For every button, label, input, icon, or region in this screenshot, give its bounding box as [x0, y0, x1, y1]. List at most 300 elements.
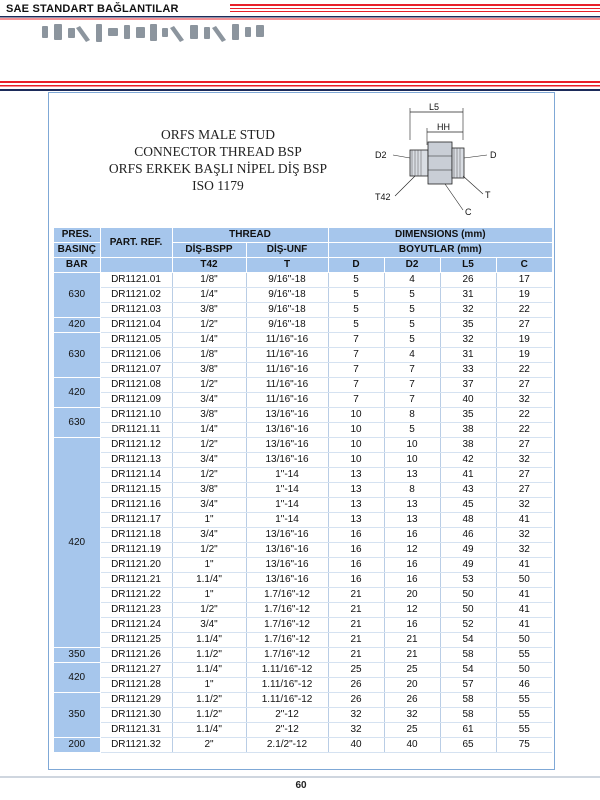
d2-cell: 25 — [384, 723, 440, 738]
table-row — [54, 558, 552, 573]
part-ref-cell: DR1121.08 — [100, 378, 172, 393]
table-row — [54, 348, 552, 363]
d2-cell: 5 — [384, 303, 440, 318]
l5-cell: 58 — [440, 708, 496, 723]
table-row — [54, 333, 552, 348]
c-cell: 32 — [496, 393, 552, 408]
d2-cell: 16 — [384, 528, 440, 543]
d-cell: 7 — [328, 393, 384, 408]
d2-cell: 32 — [384, 708, 440, 723]
d-cell: 40 — [328, 738, 384, 753]
l5-cell: 45 — [440, 498, 496, 513]
bspp-cell: 1/4" — [172, 288, 246, 303]
d2-cell: 20 — [384, 678, 440, 693]
header-empty — [100, 258, 172, 273]
c-cell: 27 — [496, 468, 552, 483]
l5-cell: 42 — [440, 453, 496, 468]
title-line-1: ORFS MALE STUD — [160, 127, 276, 142]
bspp-cell: 1" — [172, 678, 246, 693]
c-cell: 22 — [496, 363, 552, 378]
part-ref-cell: DR1121.19 — [100, 543, 172, 558]
d-cell: 13 — [328, 498, 384, 513]
unf-cell: 1.7/16"-12 — [246, 603, 328, 618]
l5-cell: 35 — [440, 408, 496, 423]
unf-cell: 1"-14 — [246, 483, 328, 498]
header-t: T — [246, 258, 328, 273]
table-row — [54, 603, 552, 618]
d-cell: 10 — [328, 408, 384, 423]
c-cell: 22 — [496, 303, 552, 318]
table-row — [54, 423, 552, 438]
label-hh: HH — [437, 122, 450, 132]
l5-cell: 38 — [440, 438, 496, 453]
d2-cell: 5 — [384, 288, 440, 303]
header-boyutlar: BOYUTLAR (mm) — [328, 243, 552, 258]
part-ref-cell: DR1121.10 — [100, 408, 172, 423]
table-row — [54, 438, 552, 453]
c-cell: 17 — [496, 273, 552, 288]
d-cell: 5 — [328, 318, 384, 333]
header-d: D — [328, 258, 384, 273]
d2-cell: 13 — [384, 513, 440, 528]
d2-cell: 16 — [384, 558, 440, 573]
table-row — [54, 738, 552, 753]
d2-cell: 12 — [384, 543, 440, 558]
d2-cell: 25 — [384, 663, 440, 678]
d-cell: 21 — [328, 603, 384, 618]
l5-cell: 31 — [440, 348, 496, 363]
l5-cell: 50 — [440, 603, 496, 618]
fittings-illustration — [40, 22, 270, 48]
c-cell: 32 — [496, 528, 552, 543]
bspp-cell: 1" — [172, 588, 246, 603]
c-cell: 19 — [496, 348, 552, 363]
d-cell: 7 — [328, 363, 384, 378]
unf-cell: 1.7/16"-12 — [246, 633, 328, 648]
bspp-cell: 3/4" — [172, 498, 246, 513]
unf-cell: 13/16"-16 — [246, 423, 328, 438]
d2-cell: 10 — [384, 453, 440, 468]
header-basinc: BASINÇ — [54, 243, 100, 258]
bspp-cell: 3/8" — [172, 408, 246, 423]
unf-cell: 9/16"-18 — [246, 273, 328, 288]
part-ref-cell: DR1121.06 — [100, 348, 172, 363]
unf-cell: 1.11/16"-12 — [246, 663, 328, 678]
bspp-cell: 3/4" — [172, 453, 246, 468]
l5-cell: 54 — [440, 663, 496, 678]
section-title: SAE STANDART BAĞLANTILAR — [6, 3, 179, 15]
bspp-cell: 1/4" — [172, 333, 246, 348]
technical-drawing — [365, 100, 525, 218]
part-ref-cell: DR1121.31 — [100, 723, 172, 738]
c-cell: 27 — [496, 438, 552, 453]
c-cell: 50 — [496, 633, 552, 648]
d-cell: 5 — [328, 273, 384, 288]
table-row — [54, 663, 552, 678]
d2-cell: 13 — [384, 498, 440, 513]
d-cell: 16 — [328, 558, 384, 573]
bspp-cell: 1/2" — [172, 318, 246, 333]
d-cell: 21 — [328, 618, 384, 633]
pressure-cell: 200 — [54, 738, 100, 753]
part-ref-cell: DR1121.13 — [100, 453, 172, 468]
title-line-3: ORFS ERKEK BAŞLI NİPEL DİŞ BSP — [108, 161, 328, 176]
part-ref-cell: DR1121.32 — [100, 738, 172, 753]
specification-table — [54, 228, 552, 753]
c-cell: 55 — [496, 693, 552, 708]
unf-cell: 13/16"-16 — [246, 543, 328, 558]
part-ref-cell: DR1121.26 — [100, 648, 172, 663]
d2-cell: 7 — [384, 363, 440, 378]
c-cell: 22 — [496, 423, 552, 438]
unf-cell: 1.7/16"-12 — [246, 618, 328, 633]
l5-cell: 41 — [440, 468, 496, 483]
table-row — [54, 318, 552, 333]
part-ref-cell: DR1121.09 — [100, 393, 172, 408]
d2-cell: 5 — [384, 423, 440, 438]
c-cell: 22 — [496, 408, 552, 423]
d-cell: 7 — [328, 348, 384, 363]
unf-cell: 13/16"-16 — [246, 573, 328, 588]
c-cell: 50 — [496, 663, 552, 678]
c-cell: 19 — [496, 333, 552, 348]
title-line-2: CONNECTOR THREAD BSP — [134, 144, 302, 159]
bspp-cell: 2" — [172, 738, 246, 753]
d2-cell: 26 — [384, 693, 440, 708]
d-cell: 16 — [328, 528, 384, 543]
header-dimensions: DIMENSIONS (mm) — [328, 228, 552, 243]
c-cell: 32 — [496, 453, 552, 468]
l5-cell: 50 — [440, 588, 496, 603]
header-pres: PRES. — [54, 228, 100, 243]
c-cell: 41 — [496, 588, 552, 603]
l5-cell: 54 — [440, 633, 496, 648]
table-row — [54, 528, 552, 543]
header-dis-unf: DİŞ-UNF — [246, 243, 328, 258]
part-ref-cell: DR1121.05 — [100, 333, 172, 348]
product-title — [98, 126, 338, 194]
part-ref-cell: DR1121.29 — [100, 693, 172, 708]
d2-cell: 16 — [384, 573, 440, 588]
bspp-cell: 1.1/2" — [172, 708, 246, 723]
part-ref-cell: DR1121.11 — [100, 423, 172, 438]
part-ref-cell: DR1121.07 — [100, 363, 172, 378]
decorative-stripes-top — [230, 4, 600, 12]
bspp-cell: 1.1/4" — [172, 633, 246, 648]
d-cell: 26 — [328, 693, 384, 708]
d2-cell: 10 — [384, 438, 440, 453]
c-cell: 41 — [496, 603, 552, 618]
unf-cell: 11/16"-16 — [246, 333, 328, 348]
bspp-cell: 3/4" — [172, 618, 246, 633]
table-row — [54, 453, 552, 468]
d-cell: 13 — [328, 513, 384, 528]
unf-cell: 9/16"-18 — [246, 288, 328, 303]
table-row — [54, 273, 552, 288]
l5-cell: 49 — [440, 543, 496, 558]
l5-cell: 58 — [440, 693, 496, 708]
header-d2: D2 — [384, 258, 440, 273]
table-row — [54, 513, 552, 528]
bspp-cell: 1" — [172, 513, 246, 528]
unf-cell: 13/16"-16 — [246, 408, 328, 423]
unf-cell: 2"-12 — [246, 723, 328, 738]
bspp-cell: 1.1/2" — [172, 648, 246, 663]
part-ref-cell: DR1121.25 — [100, 633, 172, 648]
d2-cell: 8 — [384, 483, 440, 498]
bspp-cell: 1.1/2" — [172, 693, 246, 708]
d-cell: 32 — [328, 723, 384, 738]
bspp-cell: 1/2" — [172, 543, 246, 558]
label-c: C — [465, 207, 472, 217]
header-bar: BAR — [54, 258, 100, 273]
table-row — [54, 543, 552, 558]
d2-cell: 5 — [384, 333, 440, 348]
c-cell: 41 — [496, 513, 552, 528]
decorative-stripes-under-title — [0, 16, 600, 20]
decorative-stripes-mid — [0, 80, 600, 92]
l5-cell: 26 — [440, 273, 496, 288]
d-cell: 21 — [328, 648, 384, 663]
l5-cell: 43 — [440, 483, 496, 498]
d-cell: 10 — [328, 453, 384, 468]
l5-cell: 65 — [440, 738, 496, 753]
l5-cell: 37 — [440, 378, 496, 393]
unf-cell: 13/16"-16 — [246, 453, 328, 468]
part-ref-cell: DR1121.24 — [100, 618, 172, 633]
l5-cell: 40 — [440, 393, 496, 408]
c-cell: 19 — [496, 288, 552, 303]
unf-cell: 1"-14 — [246, 513, 328, 528]
c-cell: 27 — [496, 483, 552, 498]
header-thread: THREAD — [172, 228, 328, 243]
d-cell: 5 — [328, 288, 384, 303]
d-cell: 13 — [328, 468, 384, 483]
c-cell: 32 — [496, 543, 552, 558]
unf-cell: 1.11/16"-12 — [246, 678, 328, 693]
unf-cell: 1"-14 — [246, 468, 328, 483]
part-ref-cell: DR1121.18 — [100, 528, 172, 543]
part-ref-cell: DR1121.03 — [100, 303, 172, 318]
unf-cell: 11/16"-16 — [246, 363, 328, 378]
unf-cell: 1.7/16"-12 — [246, 648, 328, 663]
part-ref-cell: DR1121.17 — [100, 513, 172, 528]
d2-cell: 12 — [384, 603, 440, 618]
pressure-cell: 420 — [54, 318, 100, 333]
d-cell: 21 — [328, 588, 384, 603]
bspp-cell: 1/2" — [172, 468, 246, 483]
unf-cell: 2.1/2"-12 — [246, 738, 328, 753]
part-ref-cell: DR1121.01 — [100, 273, 172, 288]
c-cell: 75 — [496, 738, 552, 753]
c-cell: 55 — [496, 648, 552, 663]
bspp-cell: 1.1/4" — [172, 723, 246, 738]
table-body — [54, 273, 552, 753]
table-row — [54, 633, 552, 648]
c-cell: 55 — [496, 723, 552, 738]
table-row — [54, 573, 552, 588]
pressure-cell: 630 — [54, 273, 100, 318]
title-line-4: ISO 1179 — [192, 178, 244, 193]
bspp-cell: 1/2" — [172, 438, 246, 453]
table-row — [54, 378, 552, 393]
unf-cell: 1"-14 — [246, 498, 328, 513]
bspp-cell: 3/4" — [172, 528, 246, 543]
pressure-cell: 630 — [54, 333, 100, 378]
pressure-cell: 420 — [54, 378, 100, 408]
table-row — [54, 468, 552, 483]
l5-cell: 57 — [440, 678, 496, 693]
pressure-cell: 350 — [54, 648, 100, 663]
c-cell: 41 — [496, 558, 552, 573]
d-cell: 5 — [328, 303, 384, 318]
part-ref-cell: DR1121.28 — [100, 678, 172, 693]
unf-cell: 13/16"-16 — [246, 438, 328, 453]
d-cell: 32 — [328, 708, 384, 723]
l5-cell: 49 — [440, 558, 496, 573]
pressure-cell: 420 — [54, 663, 100, 693]
header-t42: T42 — [172, 258, 246, 273]
d2-cell: 40 — [384, 738, 440, 753]
table-row — [54, 693, 552, 708]
label-t: T — [485, 190, 491, 200]
header-dis-bspp: DİŞ-BSPP — [172, 243, 246, 258]
d2-cell: 4 — [384, 348, 440, 363]
d-cell: 13 — [328, 483, 384, 498]
part-ref-cell: DR1121.16 — [100, 498, 172, 513]
part-ref-cell: DR1121.02 — [100, 288, 172, 303]
header-l5: L5 — [440, 258, 496, 273]
part-ref-cell: DR1121.12 — [100, 438, 172, 453]
l5-cell: 53 — [440, 573, 496, 588]
label-t42: T42 — [375, 192, 391, 202]
d-cell: 16 — [328, 573, 384, 588]
part-ref-cell: DR1121.20 — [100, 558, 172, 573]
l5-cell: 33 — [440, 363, 496, 378]
table-row — [54, 618, 552, 633]
unf-cell: 9/16"-18 — [246, 303, 328, 318]
part-ref-cell: DR1121.15 — [100, 483, 172, 498]
pressure-cell: 630 — [54, 408, 100, 438]
bspp-cell: 1/4" — [172, 423, 246, 438]
d-cell: 10 — [328, 423, 384, 438]
table-row — [54, 483, 552, 498]
l5-cell: 35 — [440, 318, 496, 333]
label-d2: D2 — [375, 150, 387, 160]
part-ref-cell: DR1121.21 — [100, 573, 172, 588]
unf-cell: 13/16"-16 — [246, 558, 328, 573]
bspp-cell: 1" — [172, 558, 246, 573]
bspp-cell: 1/2" — [172, 378, 246, 393]
unf-cell: 11/16"-16 — [246, 378, 328, 393]
table-row — [54, 303, 552, 318]
table-row — [54, 588, 552, 603]
l5-cell: 48 — [440, 513, 496, 528]
unf-cell: 1.7/16"-12 — [246, 588, 328, 603]
d2-cell: 8 — [384, 408, 440, 423]
part-ref-cell: DR1121.14 — [100, 468, 172, 483]
d2-cell: 5 — [384, 318, 440, 333]
page-number: 60 — [295, 780, 307, 791]
l5-cell: 58 — [440, 648, 496, 663]
c-cell: 55 — [496, 708, 552, 723]
table-row — [54, 708, 552, 723]
pressure-cell: 420 — [54, 438, 100, 648]
c-cell: 27 — [496, 378, 552, 393]
bspp-cell: 1.1/4" — [172, 573, 246, 588]
l5-cell: 61 — [440, 723, 496, 738]
l5-cell: 31 — [440, 288, 496, 303]
bspp-cell: 1.1/4" — [172, 663, 246, 678]
c-cell: 27 — [496, 318, 552, 333]
l5-cell: 32 — [440, 333, 496, 348]
unf-cell: 1.11/16"-12 — [246, 693, 328, 708]
l5-cell: 38 — [440, 423, 496, 438]
header-c: C — [496, 258, 552, 273]
l5-cell: 46 — [440, 528, 496, 543]
d2-cell: 21 — [384, 648, 440, 663]
bspp-cell: 3/4" — [172, 393, 246, 408]
table-row — [54, 393, 552, 408]
d2-cell: 7 — [384, 393, 440, 408]
table-row — [54, 498, 552, 513]
bspp-cell: 3/8" — [172, 363, 246, 378]
c-cell: 32 — [496, 498, 552, 513]
unf-cell: 9/16"-18 — [246, 318, 328, 333]
d-cell: 25 — [328, 663, 384, 678]
d2-cell: 20 — [384, 588, 440, 603]
d-cell: 26 — [328, 678, 384, 693]
table-row — [54, 723, 552, 738]
d-cell: 7 — [328, 333, 384, 348]
table-row — [54, 408, 552, 423]
d-cell: 7 — [328, 378, 384, 393]
pressure-cell: 350 — [54, 693, 100, 738]
bspp-cell: 1/8" — [172, 273, 246, 288]
unf-cell: 2"-12 — [246, 708, 328, 723]
part-ref-cell: DR1121.22 — [100, 588, 172, 603]
d-cell: 10 — [328, 438, 384, 453]
unf-cell: 11/16"-16 — [246, 393, 328, 408]
d2-cell: 21 — [384, 633, 440, 648]
header-part-ref: PART. REF. — [100, 228, 172, 258]
d-cell: 16 — [328, 543, 384, 558]
l5-cell: 52 — [440, 618, 496, 633]
l5-cell: 32 — [440, 303, 496, 318]
label-d: D — [490, 150, 497, 160]
part-ref-cell: DR1121.30 — [100, 708, 172, 723]
table-row — [54, 648, 552, 663]
part-ref-cell: DR1121.27 — [100, 663, 172, 678]
table-row — [54, 363, 552, 378]
c-cell: 46 — [496, 678, 552, 693]
d2-cell: 13 — [384, 468, 440, 483]
table-row — [54, 288, 552, 303]
unf-cell: 13/16"-16 — [246, 528, 328, 543]
d-cell: 21 — [328, 633, 384, 648]
d2-cell: 7 — [384, 378, 440, 393]
bspp-cell: 3/8" — [172, 303, 246, 318]
d2-cell: 16 — [384, 618, 440, 633]
unf-cell: 11/16"-16 — [246, 348, 328, 363]
table-row — [54, 678, 552, 693]
c-cell: 50 — [496, 573, 552, 588]
label-l5: L5 — [429, 102, 440, 112]
footer-divider — [0, 776, 600, 778]
c-cell: 41 — [496, 618, 552, 633]
bspp-cell: 3/8" — [172, 483, 246, 498]
part-ref-cell: DR1121.23 — [100, 603, 172, 618]
